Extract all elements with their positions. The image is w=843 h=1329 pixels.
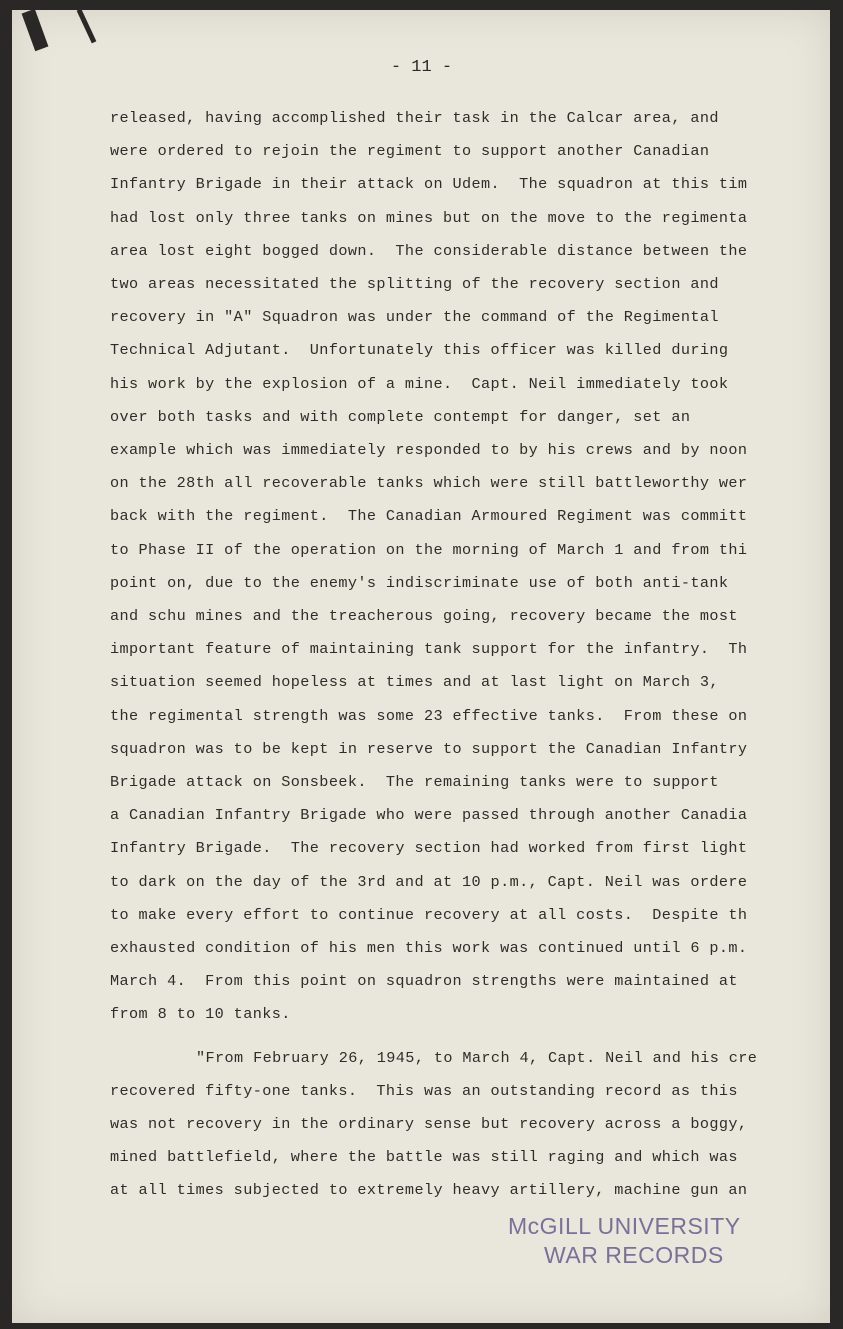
text-line: his work by the explosion of a mine. Capt. Neil immediately took xyxy=(110,374,729,393)
text-line: was not recovery in the ordinary sense but recovery across a boggy, xyxy=(110,1115,748,1133)
text-line: to make every effort to continue recovery at all costs. Despite th xyxy=(110,905,748,924)
text-line: Brigade attack on Sonsbeek. The remaining tanks were to support xyxy=(110,773,719,791)
text-line: area lost eight bogged down. The considerable distance between the xyxy=(110,241,748,260)
text-line: example which was immediately responded to by his crews and by noon xyxy=(110,441,748,459)
text-line: the regimental strength was some 23 effective tanks. From these on xyxy=(110,706,748,725)
text-line: recovered fifty-one tanks. This was an outstanding record as this xyxy=(110,1081,738,1100)
text-line: point on, due to the enemy's indiscriminate use of both anti-tank xyxy=(110,573,729,592)
text-line: two areas necessitated the splitting of the recovery section and xyxy=(110,275,719,293)
text-line: Technical Adjutant. Unfortunately this officer was killed during xyxy=(110,341,729,360)
text-line: exhausted condition of his men this work was continued until 6 p.m. xyxy=(110,939,748,957)
text-line: mined battlefield, where the battle was still raging and which was xyxy=(110,1148,738,1167)
text-line: Infantry Brigade in their attack on Udem. The squadron at this tim xyxy=(110,175,748,194)
text-line: "From February 26, 1945, to March 4, Capt. Neil and his cre xyxy=(196,1048,758,1067)
page-number: - 11 - xyxy=(390,58,453,77)
text-line: a Canadian Infantry Brigade who were passed through another Canadia xyxy=(110,806,748,825)
text-line: recovery in "A" Squadron was under the command of the Regimental xyxy=(110,308,719,327)
text-line: March 4. From this point on squadron strengths were maintained at xyxy=(110,972,738,991)
text-line: back with the regiment. The Canadian Armoured Regiment was committ xyxy=(110,507,748,526)
archive-stamp-line-2: WAR RECORDS xyxy=(544,1242,724,1268)
text-line: squadron was to be kept in reserve to support the Canadian Infantry xyxy=(110,739,748,758)
text-line: released, having accomplished their task in the Calcar area, and xyxy=(110,109,719,127)
text-line: at all times subjected to extremely heavy artillery, machine gun an xyxy=(110,1181,748,1200)
archive-stamp-line-1: McGILL UNIVERSITY xyxy=(508,1213,741,1239)
text-line: to dark on the day of the 3rd and at 10 p.m., Capt. Neil was ordere xyxy=(110,872,748,891)
text-line: Infantry Brigade. The recovery section had worked from first light xyxy=(110,839,748,858)
text-line: had lost only three tanks on mines but on the move to the regimenta xyxy=(110,208,748,227)
text-line: and schu mines and the treacherous going, recovery became the most xyxy=(110,607,738,625)
text-line: situation seemed hopeless at times and at last light on March 3, xyxy=(110,673,719,692)
text-line: were ordered to rejoin the regiment to support another Canadian xyxy=(110,142,710,161)
text-line: to Phase II of the operation on the morning of March 1 and from thi xyxy=(110,540,748,559)
text-line: important feature of maintaining tank support for the infantry. Th xyxy=(110,640,748,659)
text-line: on the 28th all recoverable tanks which were still battleworthy wer xyxy=(110,474,748,493)
text-line: over both tasks and with complete contempt for danger, set an xyxy=(110,407,691,426)
text-line: from 8 to 10 tanks. xyxy=(110,1005,291,1024)
